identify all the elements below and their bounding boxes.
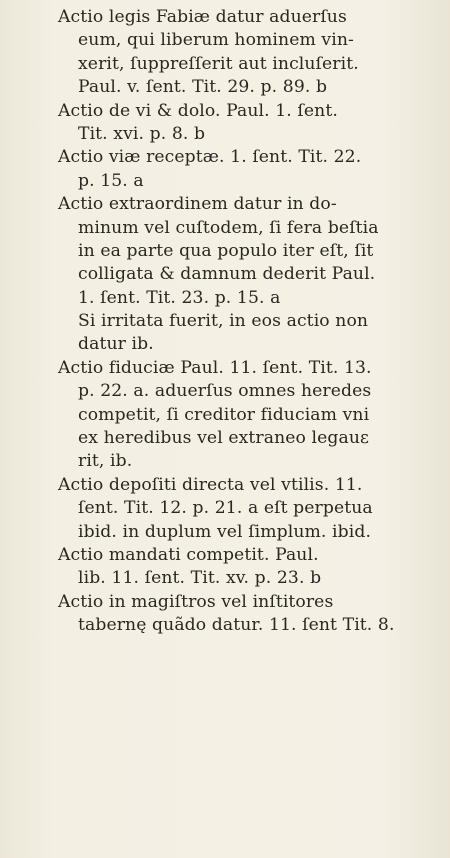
index-line: Actio de vi & dolo. Paul. 1. ſent. — [58, 100, 338, 121]
index-line: Actio viæ receptæ. 1. ſent. Tit. 22. — [58, 147, 362, 168]
index-line: competit, ſi creditor fiduciam vni — [78, 404, 370, 425]
index-line: Actio depoſiti directa vel vtilis. 11. — [58, 474, 363, 495]
index-line: xerit, ſuppreſſerit aut incluſerit. — [78, 53, 359, 74]
index-line: in ea parte qua populo iter eſt, ſit — [78, 240, 374, 261]
index-line: Actio in magiſtros vel inſtitores — [58, 591, 334, 612]
index-line: Actio legis Fabiæ datur aduerſus — [58, 7, 347, 27]
index-line: ex heredibus vel extraneo legauε — [78, 428, 370, 449]
index-line: lib. 11. ſent. Tit. xv. p. 23. b — [78, 568, 322, 589]
index-line: ibid. in duplum vel ſimplum. ibid. — [78, 521, 372, 542]
index-text-block — [58, 6, 446, 638]
index-line: rit, ib. — [78, 451, 133, 472]
index-line: Si irritata fuerit, in eos actio non — [78, 311, 369, 332]
index-line: Actio fiduciæ Paul. 11. ſent. Tit. 13. — [58, 357, 372, 378]
index-line: colligata & damnum dederit Paul. — [78, 264, 376, 285]
index-line: Paul. v. ſent. Tit. 29. p. 89. b — [78, 77, 328, 98]
index-line: Actio mandati competit. Paul. — [58, 544, 319, 565]
index-line: ſent. Tit. 12. p. 21. a eſt perpetua — [78, 498, 373, 519]
index-line: minum vel cuſtodem, ſi fera beſtia — [78, 217, 379, 238]
index-line: Tit. xvi. p. 8. b — [78, 123, 206, 144]
index-line: eum, qui liberum hominem vin- — [78, 30, 354, 51]
index-line: Actio extraordinem datur in do- — [58, 194, 337, 215]
index-line: tabernę quãdo datur. 11. ſent Tit. 8. — [78, 615, 395, 636]
index-line: p. 22. a. aduerſus omnes heredes — [78, 381, 372, 402]
index-line: p. 15. a — [78, 170, 144, 191]
index-line: 1. ſent. Tit. 23. p. 15. a — [78, 287, 281, 308]
index-line: datur ib. — [78, 334, 154, 355]
